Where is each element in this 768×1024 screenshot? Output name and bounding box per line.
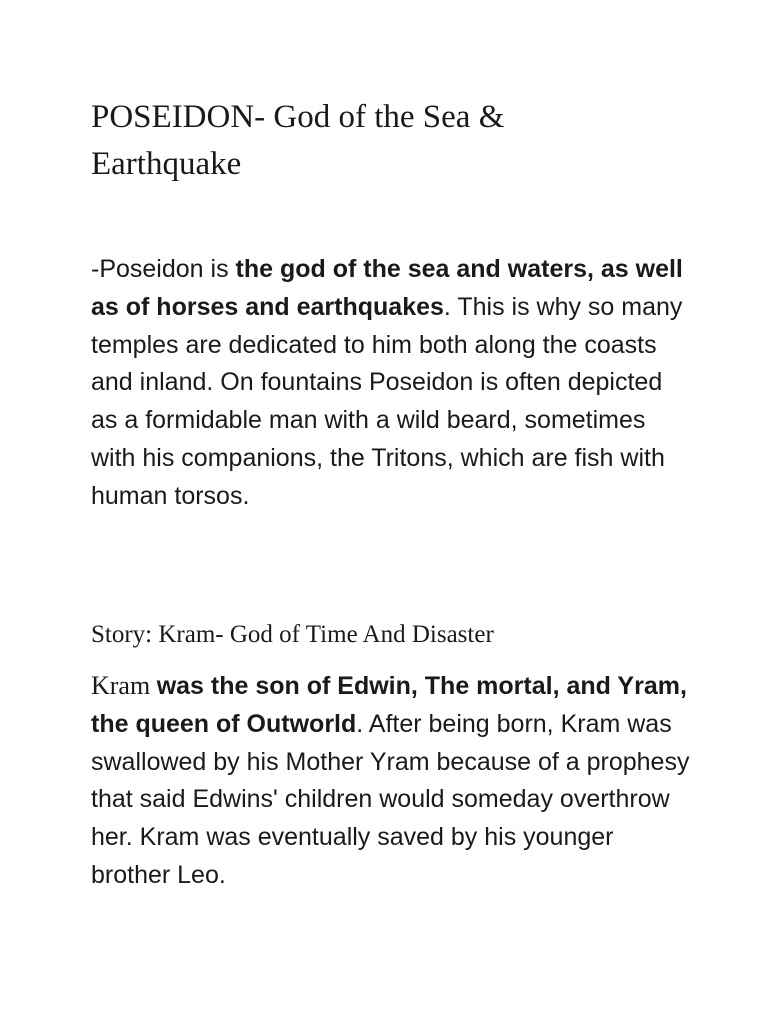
document-title: POSEIDON- God of the Sea & Earthquake: [91, 99, 505, 182]
paragraph-bold-text: was the son of Edwin, The mortal, and Yram, the queen of Outworld: [91, 672, 687, 738]
kram-paragraph: [91, 667, 691, 895]
paragraph-lead: Kram: [91, 671, 157, 700]
story-heading: Story: Kram- God of Time And Disaster: [91, 621, 494, 648]
paragraph-rest: . After being born, Kram was swallowed by his Mother Yram because of a prophesy that said Edwins' children would someday overthrow her. Kram was eventually saved by his younger brother Leo.: [91, 709, 690, 889]
paragraph-bold-text: the god of the sea and waters, as well as of horses and earthquakes: [91, 255, 683, 321]
poseidon-paragraph: [91, 251, 691, 516]
paragraph-lead: -Poseidon is: [91, 255, 236, 283]
paragraph-rest: . This is why so many temples are dedicated to him both along the coasts and inland. On fountains Poseidon is often depicted as a formidable man with a wild beard, sometimes with his companions, the Tritons, which are fish with human torsos.: [91, 292, 683, 510]
